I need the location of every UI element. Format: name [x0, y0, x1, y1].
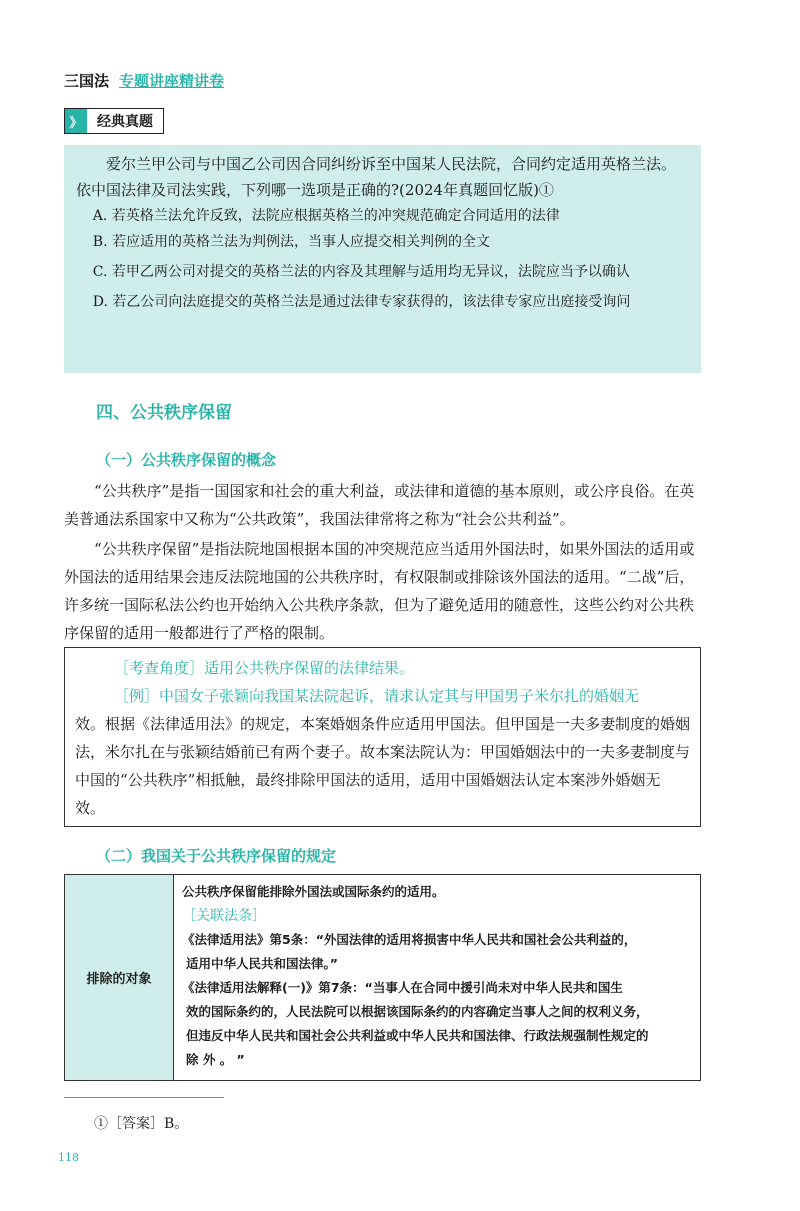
footnote-divider [64, 1097, 224, 1098]
article-2-line-2: 效的国际条约的，人民法院可以根据该国际条约的内容确定当事人之间的权利义务， [186, 1004, 649, 1019]
double-chevron-icon: 》 [65, 109, 87, 133]
section-title: 四、公共秩序保留 [96, 403, 232, 423]
exam-angle-line: ［考查角度］适用公共秩序保留的法律结果。 [114, 659, 415, 677]
article-1-line-1: 《法律适用法》第5条：“外国法律的适用将损害中华人民共和国社会公共利益的， [182, 932, 637, 947]
regulation-table [64, 874, 701, 1081]
question-stem: 爱尔兰甲公司与中国乙公司因合同纠纷诉至中国某人民法院，合同约定适用英格兰法。依中国法律及司法实践，下列哪一选项是正确的?(2024年真题回忆版)① [76, 155, 677, 199]
page-header [64, 70, 224, 91]
page-number: 118 [58, 1151, 79, 1164]
subsection-title-concept: （一）公共秩序保留的概念 [96, 451, 277, 469]
example-head: ［例］中国女子张颖向我国某法院起诉，请求认定其与甲国男子米尔扎的婚姻无 [114, 687, 640, 705]
volume-title: 专题讲座精讲卷 [119, 72, 225, 90]
footnote: ①［答案］B。 [94, 1116, 189, 1132]
subject-title: 三国法 [64, 72, 110, 90]
article-1-line-2: 适用中华人民共和国法律。” [186, 956, 338, 971]
concept-paragraph-2: “公共秩序保留”是指法院地国根据本国的冲突规范应当适用外国法时，如果外国法的适用或外国法的适用结果会违反法院地国的公共秩序时，有权限制或排除该外国法的适用。“二战”后，许多统一国际私法公约也开始纳入公共秩序条款，但为了避免适用的随意性，这些公约对公共秩序保留的适用一般都进行了严格的限制。 [64, 540, 695, 642]
article-2-line-1: 《法律适用法解释(一)》第7条：“当事人在合同中援引尚未对中华人民共和国生 [182, 980, 623, 995]
subsection-title-regulation: （二）我国关于公共秩序保留的规定 [96, 847, 337, 865]
example-body: 效。根据《法律适用法》的规定，本案婚姻条件应适用甲国法。但甲国是一夫多妻制度的婚姻法，米尔扎在与张颖结婚前已有两个妻子。故本案法院认为：甲国婚姻法中的一夫多妻制度与中国的“公共秩序”相抵触，最终排除甲国法的适用，适用中国婚姻法认定本案涉外婚姻无效。 [75, 715, 691, 817]
exam-angle-note-box [64, 647, 701, 827]
option-a: A. 若英格兰法允许反致，法院应根据英格兰的冲突规范确定合同适用的法律 [92, 208, 560, 224]
table-line-summary: 公共秩序保留能排除外国法或国际条约的适用。 [182, 884, 445, 899]
concept-paragraph-1: “公共秩序”是指一国国家和社会的重大利益，或法律和道德的基本原则，或公序良俗。在英美普通法系国家中又称为“公共政策”，我国法律常将之称为“社会公共利益”。 [64, 482, 695, 528]
table-content-cell [174, 875, 700, 1080]
related-articles-label: ［关联法条］ [182, 908, 266, 924]
exam-question-box [64, 145, 701, 373]
classic-questions-tag [64, 108, 164, 134]
option-d: D. 若乙公司向法庭提交的英格兰法是通过法律专家获得的，该法律专家应出庭接受询问 [92, 294, 631, 310]
classic-questions-label: 经典真题 [97, 114, 153, 130]
option-b: B. 若应适用的英格兰法为判例法，当事人应提交相关判例的全文 [92, 234, 490, 250]
article-2-line-4: 除 外 。 ” [186, 1052, 245, 1067]
article-2-line-3: 但违反中华人民共和国社会公共利益或中华人民共和国法律、行政法规强制性规定的 [186, 1028, 649, 1043]
table-row-label: 排除的对象 [65, 875, 174, 1080]
option-c: C. 若甲乙两公司对提交的英格兰法的内容及其理解与适用均无异议，法院应当予以确认 [92, 264, 630, 280]
